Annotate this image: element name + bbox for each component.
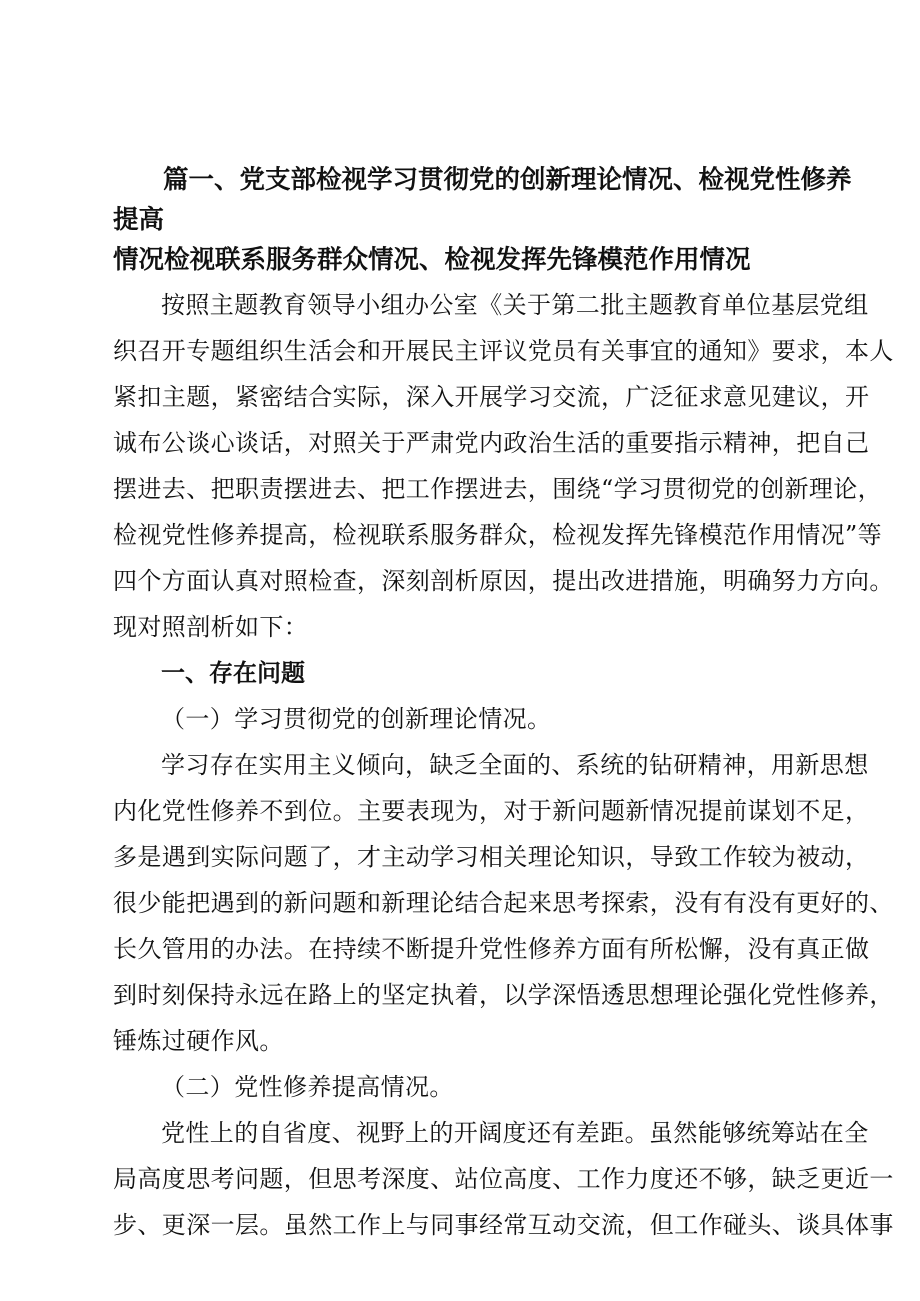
paragraph-line: 党性上的自省度、视野上的开阔度还有差距。虽然能够统筹站在全 bbox=[161, 1119, 869, 1147]
paragraph-line: 局高度思考问题，但思考深度、站位高度、工作力度还不够，缺乏更近一 bbox=[113, 1165, 894, 1193]
paragraph-line: 内化党性修养不到位。主要表现为，对于新问题新情况提前谋划不足， bbox=[113, 797, 870, 825]
paragraph-line: 长久管用的办法。在持续不断提升党性修养方面有所松懈，没有真正做 bbox=[113, 935, 870, 963]
paragraph-line: 很少能把遇到的新问题和新理论结合起来思考探索，没有有没有更好的、 bbox=[113, 889, 894, 917]
section-heading: 一、存在问题 bbox=[161, 659, 305, 687]
paragraph-line: 到时刻保持永远在路上的坚定执着，以学深悟透思想理论强化党性修养， bbox=[113, 981, 894, 1009]
paragraph-line: 学习存在实用主义倾向，缺乏全面的、系统的钻研精神，用新思想 bbox=[161, 751, 869, 779]
paragraph-line: 步、更深一层。虽然工作上与同事经常互动交流，但工作碰头、谈具体事 bbox=[113, 1211, 894, 1239]
intro-line: 检视党性修养提高，检视联系服务群众，检视发挥先锋模范作用情况”等 bbox=[113, 521, 883, 549]
document-title bbox=[113, 160, 853, 280]
intro-line: 现对照剖析如下： bbox=[113, 613, 309, 641]
subsection-heading: （二）党性修养提高情况。 bbox=[161, 1073, 454, 1101]
paragraph-line: 锤炼过硬作风。 bbox=[113, 1027, 284, 1055]
title-line-1: 篇一、党支部检视学习贯彻党的创新理论情况、检视党性修养提高 bbox=[113, 165, 852, 235]
intro-line: 织召开专题组织生活会和开展民主评议党员有关事宜的通知》要求，本人 bbox=[113, 337, 894, 365]
intro-line: 按照主题教育领导小组办公室《关于第二批主题教育单位基层党组 bbox=[161, 291, 869, 319]
intro-line: 四个方面认真对照检查，深刻剖析原因，提出改进措施，明确努力方向。 bbox=[113, 567, 894, 595]
intro-line: 摆进去、把职责摆进去、把工作摆进去，围绕“学习贯彻党的创新理论， bbox=[113, 475, 883, 503]
intro-line: 诚布公谈心谈话，对照关于严肃党内政治生活的重要指示精神，把自己 bbox=[113, 429, 870, 457]
subsection-heading: （一）学习贯彻党的创新理论情况。 bbox=[161, 705, 552, 733]
intro-line: 紧扣主题，紧密结合实际，深入开展学习交流，广泛征求意见建议，开 bbox=[113, 383, 870, 411]
document-body bbox=[113, 282, 894, 1248]
paragraph-line: 多是遇到实际问题了，才主动学习相关理论知识，导致工作较为被动， bbox=[113, 843, 870, 871]
title-line-2: 情况检视联系服务群众情况、检视发挥先锋模范作用情况 bbox=[113, 245, 751, 275]
